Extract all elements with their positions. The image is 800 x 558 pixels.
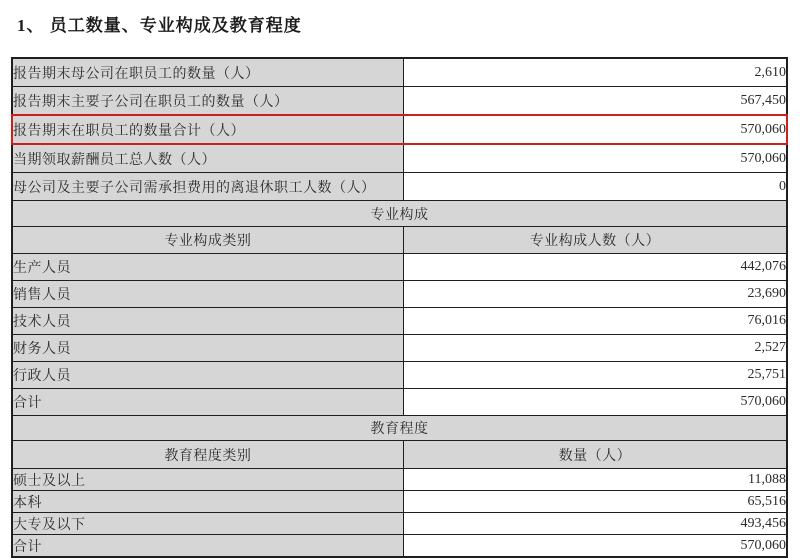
row-label: 报告期末在职员工的数量合计（人） <box>12 115 403 144</box>
page-title: 1、 员工数量、专业构成及教育程度 <box>17 16 302 35</box>
table-row <box>12 335 787 362</box>
row-label: 财务人员 <box>12 335 403 362</box>
row-label: 报告期末主要子公司在职员工的数量（人） <box>12 87 403 116</box>
table-row <box>12 254 787 281</box>
row-value: 570,060 <box>403 389 787 416</box>
column-header-education-category: 教育程度类别 <box>12 441 403 469</box>
table-row-total <box>12 389 787 416</box>
row-label: 母公司及主要子公司需承担费用的离退休职工人数（人） <box>12 173 403 201</box>
row-value: 493,456 <box>403 513 787 535</box>
table-row <box>12 491 787 513</box>
table-row <box>12 144 787 173</box>
row-value: 23,690 <box>403 281 787 308</box>
row-label: 本科 <box>12 491 403 513</box>
table-row <box>12 308 787 335</box>
section-header-education: 教育程度 <box>12 416 787 441</box>
table-row <box>12 87 787 116</box>
row-value: 570,060 <box>403 115 787 144</box>
row-value: 570,060 <box>403 144 787 173</box>
row-value: 11,088 <box>403 469 787 491</box>
table-row <box>12 513 787 535</box>
row-value: 2,610 <box>403 58 787 87</box>
row-label: 合计 <box>12 535 403 558</box>
table-row <box>12 58 787 87</box>
row-label: 大专及以下 <box>12 513 403 535</box>
column-header-profession-count: 专业构成人数（人） <box>403 227 787 254</box>
table-row <box>12 281 787 308</box>
row-label: 行政人员 <box>12 362 403 389</box>
row-label: 当期领取薪酬员工总人数（人） <box>12 144 403 173</box>
row-label: 硕士及以上 <box>12 469 403 491</box>
row-value: 570,060 <box>403 535 787 558</box>
row-value: 25,751 <box>403 362 787 389</box>
table-row <box>12 469 787 491</box>
row-value: 65,516 <box>403 491 787 513</box>
column-header-profession-category: 专业构成类别 <box>12 227 403 254</box>
column-header-education-count: 数量（人） <box>403 441 787 469</box>
table-row-column-headers <box>12 441 787 469</box>
employee-stats-table <box>11 57 788 558</box>
row-value: 567,450 <box>403 87 787 116</box>
row-label: 合计 <box>12 389 403 416</box>
row-value: 2,527 <box>403 335 787 362</box>
row-value: 76,016 <box>403 308 787 335</box>
row-label: 销售人员 <box>12 281 403 308</box>
table-row <box>12 173 787 201</box>
row-label: 生产人员 <box>12 254 403 281</box>
row-value: 442,076 <box>403 254 787 281</box>
row-label: 技术人员 <box>12 308 403 335</box>
table-row-highlighted <box>12 115 787 144</box>
table-row-section-header <box>12 416 787 441</box>
table-row-total <box>12 535 787 558</box>
row-value: 0 <box>403 173 787 201</box>
section-header-profession: 专业构成 <box>12 201 787 227</box>
table-row <box>12 362 787 389</box>
table-row-column-headers <box>12 227 787 254</box>
table-row-section-header <box>12 201 787 227</box>
row-label: 报告期末母公司在职员工的数量（人） <box>12 58 403 87</box>
